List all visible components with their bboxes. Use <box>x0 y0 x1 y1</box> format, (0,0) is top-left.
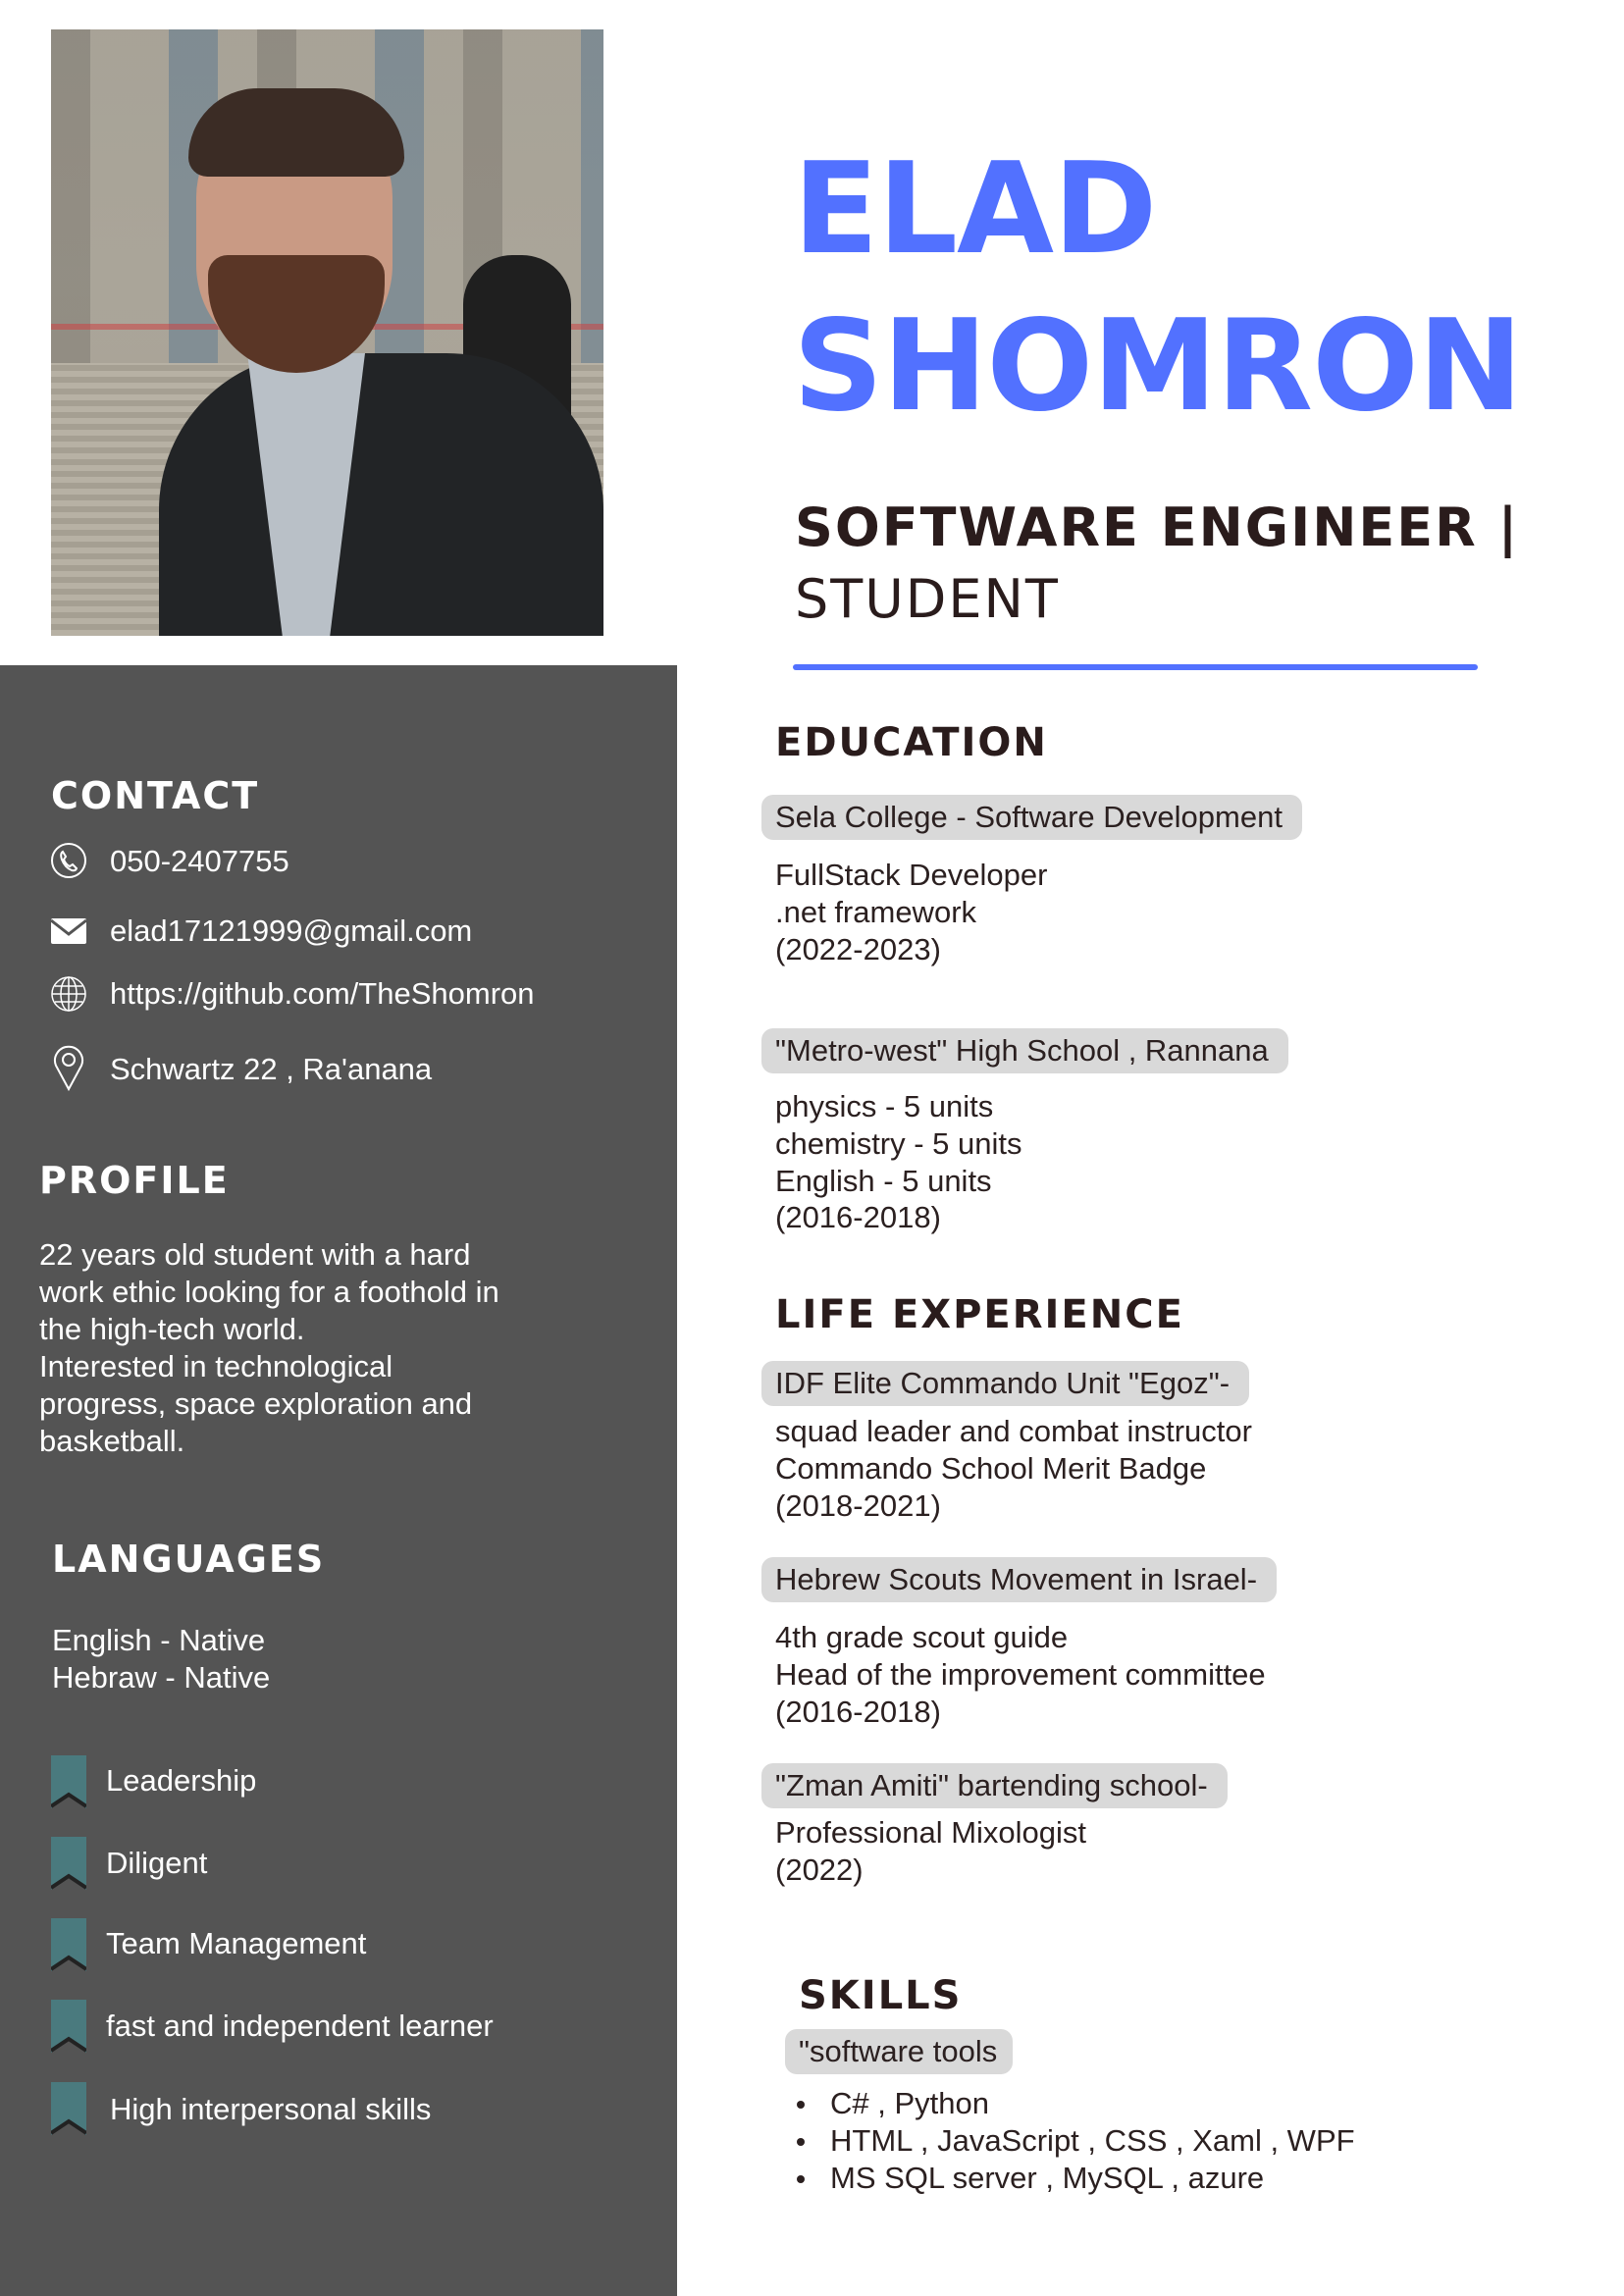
strength-item: fast and independent learner <box>106 2009 494 2043</box>
experience-detail-line: 4th grade scout guide <box>775 1620 1069 1654</box>
job-title-secondary: STUDENT <box>795 568 1060 630</box>
language-item: Hebraw - Native <box>52 1660 271 1695</box>
last-name: SHOMRON <box>793 293 1522 440</box>
email-icon <box>49 911 88 950</box>
skills-category-badge: "software tools <box>785 2029 1013 2074</box>
experience-detail-line: Commando School Merit Badge <box>775 1450 1207 1486</box>
strength-item: Leadership <box>106 1763 257 1798</box>
skill-item: C# , Python <box>797 2085 1355 2122</box>
phone-link[interactable]: 050-2407755 <box>110 844 289 878</box>
photo-subject-hair <box>188 88 404 177</box>
profile-line: the high-tech world. <box>39 1312 305 1346</box>
profile-photo <box>51 29 603 636</box>
bookmark-icon <box>51 2082 86 2135</box>
header-divider <box>793 664 1478 670</box>
education-details <box>775 857 1047 967</box>
skills-heading: SKILLS <box>799 1973 963 2018</box>
strength-item: Team Management <box>106 1926 367 1960</box>
experience-detail-line: squad leader and combat instructor <box>775 1414 1252 1448</box>
first-name: ELAD <box>793 136 1157 283</box>
experience-detail-line: (2022) <box>775 1852 864 1887</box>
phone-icon <box>49 841 88 880</box>
email-link[interactable]: elad17121999@gmail.com <box>110 913 473 948</box>
experience-detail-line: Head of the improvement committee <box>775 1656 1266 1692</box>
sidebar <box>0 665 677 2296</box>
life-experience-heading: LIFE EXPERIENCE <box>775 1292 1184 1337</box>
job-title: SOFTWARE ENGINEER | <box>795 496 1520 558</box>
education-detail-line: .net framework <box>775 894 977 929</box>
contact-heading: CONTACT <box>51 774 260 817</box>
profile-line: 22 years old student with a hard <box>39 1237 471 1272</box>
experience-organization-badge: "Zman Amiti" bartending school- <box>761 1763 1228 1808</box>
education-detail-line: (2016-2018) <box>775 1200 941 1235</box>
experience-details <box>775 1413 1252 1524</box>
skill-item: HTML , JavaScript , CSS , Xaml , WPF <box>797 2122 1355 2160</box>
profile-heading: PROFILE <box>39 1159 230 1202</box>
education-institution-badge: Sela College - Software Development <box>761 795 1302 840</box>
language-item: English - Native <box>52 1623 266 1657</box>
profile-line: basketball. <box>39 1424 185 1458</box>
profile-line: work ethic looking for a foothold in <box>39 1275 499 1309</box>
experience-detail-line: (2016-2018) <box>775 1694 941 1729</box>
experience-detail-line: (2018-2021) <box>775 1487 941 1523</box>
profile-line: progress, space exploration and <box>39 1386 473 1421</box>
skills-list <box>797 2085 1355 2197</box>
experience-organization-badge: Hebrew Scouts Movement in Israel- <box>761 1557 1277 1602</box>
profile-summary <box>39 1236 499 1460</box>
education-detail-line: chemistry - 5 units <box>775 1125 1022 1161</box>
experience-detail-line: Professional Mixologist <box>775 1815 1087 1850</box>
experience-organization-badge: IDF Elite Commando Unit "Egoz"- <box>761 1361 1249 1406</box>
bookmark-icon <box>51 1755 86 1808</box>
experience-details <box>775 1619 1266 1730</box>
bookmark-icon <box>51 1918 86 1971</box>
github-link[interactable]: https://github.com/TheShomron <box>110 976 535 1011</box>
education-detail-line: English - 5 units <box>775 1163 992 1198</box>
strength-item: Diligent <box>106 1846 208 1880</box>
photo-subject-coat <box>159 353 603 636</box>
profile-line: Interested in technological <box>39 1349 393 1383</box>
strength-item: High interpersonal skills <box>110 2092 432 2126</box>
experience-details <box>775 1814 1086 1889</box>
education-details <box>775 1088 1022 1236</box>
education-detail-line: (2022-2023) <box>775 931 941 966</box>
skill-item: MS SQL server , MySQL , azure <box>797 2160 1355 2197</box>
education-heading: EDUCATION <box>775 720 1048 765</box>
languages-heading: LANGUAGES <box>52 1538 326 1581</box>
globe-icon <box>49 974 88 1014</box>
bookmark-icon <box>51 1837 86 1890</box>
languages-list <box>52 1622 270 1696</box>
location-pin-icon <box>49 1044 88 1091</box>
education-institution-badge: "Metro-west" High School , Rannana <box>761 1028 1288 1073</box>
education-detail-line: FullStack Developer <box>775 858 1048 892</box>
education-detail-line: physics - 5 units <box>775 1089 994 1123</box>
bookmark-icon <box>51 2000 86 2053</box>
address-text: Schwartz 22 , Ra'anana <box>110 1052 433 1086</box>
